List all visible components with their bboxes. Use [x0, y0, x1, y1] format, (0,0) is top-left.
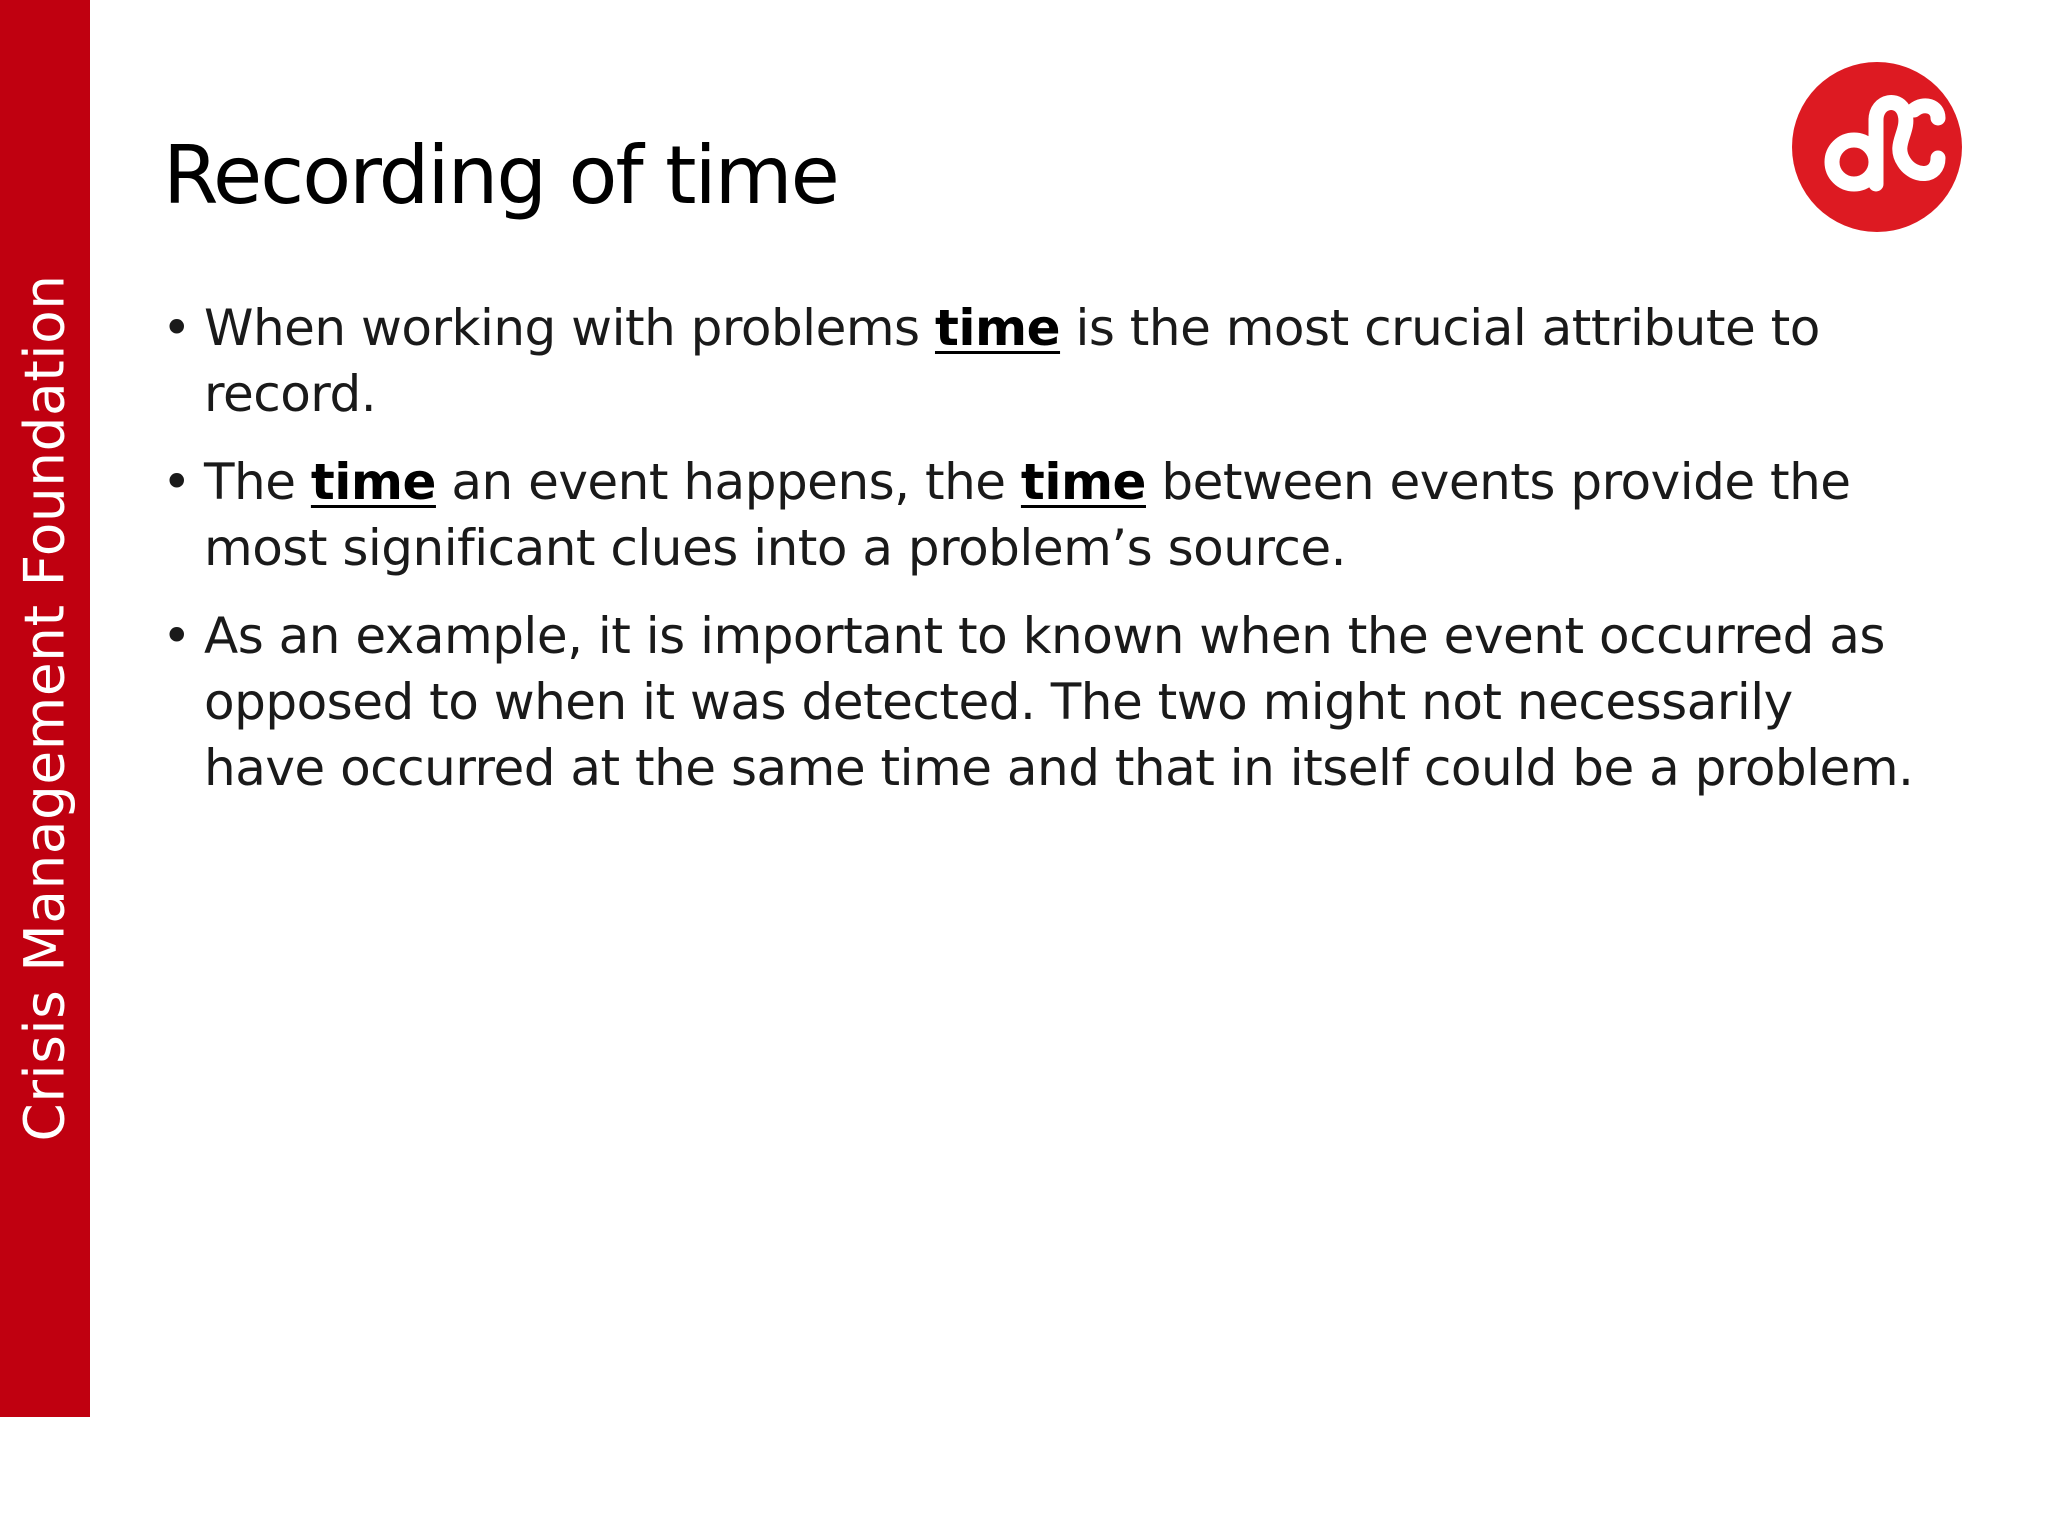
bullet-list	[160, 295, 1920, 823]
bullet-icon: •	[162, 453, 191, 511]
bullet-text: As an example, it is important to known when the event occurred as opposed to when it was detected. The two might not necessarily have occurred at the same time and that in itself could be a problem.	[204, 607, 1914, 797]
bullet-item	[160, 449, 1920, 581]
keyword-time: time	[310, 453, 436, 511]
slide-title: Recording of time	[163, 129, 838, 222]
bullet-item	[160, 295, 1920, 427]
bullet-text: The	[204, 453, 311, 511]
bullet-text: When working with problems	[204, 299, 935, 357]
side-band	[0, 0, 90, 1417]
keyword-time: time	[1020, 453, 1146, 511]
ds-logo-icon	[1792, 62, 1962, 232]
bullet-item	[160, 603, 1920, 801]
bullet-icon: •	[162, 607, 191, 665]
bullet-icon: •	[162, 299, 191, 357]
keyword-time: time	[934, 299, 1061, 357]
bullet-text: an event happens, the	[435, 453, 1021, 511]
bullet-text: between events provide the most significant clues into a problem’s source.	[204, 453, 1851, 577]
side-label: Crisis Management Foundation	[12, 274, 77, 1142]
bullet-text: is the most crucial attribute to record.	[204, 299, 1820, 423]
